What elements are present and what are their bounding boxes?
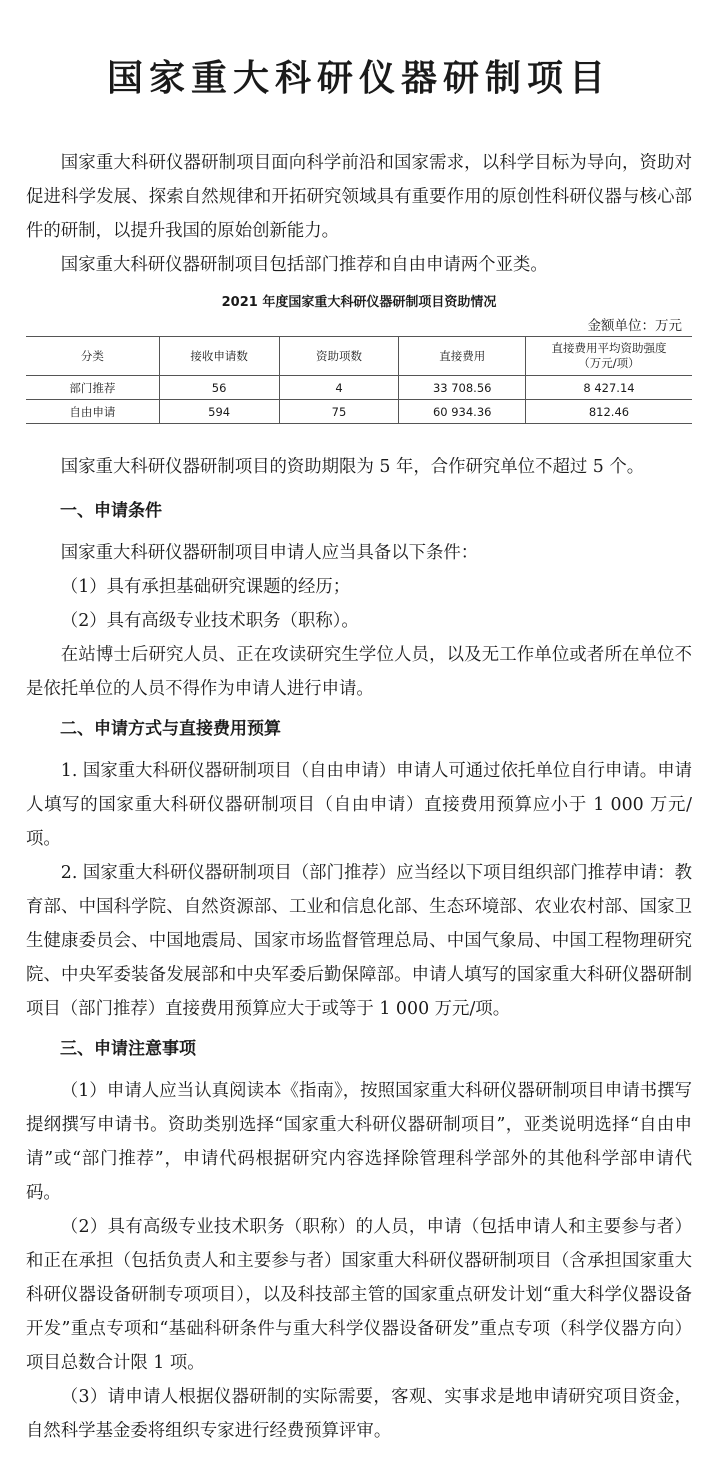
- table-header-cell: 直接费用平均资助强度 （万元/项）: [525, 337, 692, 376]
- section-paragraph: （1）具有承担基础研究课题的经历；: [60, 577, 351, 597]
- table-cell: 8 427.14: [525, 376, 692, 400]
- table-unit: 金额单位：万元: [587, 318, 682, 334]
- table-cell: 4: [279, 376, 399, 400]
- table-cell: 812.46: [525, 400, 692, 424]
- section-paragraph: 2. 国家重大科研仪器研制项目（部门推荐）应当经以下项目组织部门推荐申请：教育部、中国科学院、自然资源部、工业和信息化部、生态环境部、农业农村部、国家卫生健康委员会、中国地震局、国家市场监督管理总局、中国气象局、中国工程物理研究院、中央军委装备发展部和中央军委后勤保障部。申请人填写的国家重大科研仪器研制项目（部门推荐）直接费用预算应大于或等于 1 000 万元/项。: [26, 863, 692, 1019]
- section-paragraph: （1）申请人应当认真阅读本《指南》，按照国家重大科研仪器研制项目申请书撰写提纲撰写申请书。资助类别选择“国家重大科研仪器研制项目”，亚类说明选择“自由申请”或“部门推荐”，申请代码根据研究内容选择除管理科学部外的其他科学部申请代码。: [26, 1081, 692, 1203]
- table-header-cell: 接收申请数: [159, 337, 279, 376]
- table-header-cell: 分类: [26, 337, 159, 376]
- table-cell: 部门推荐: [26, 376, 159, 400]
- table-cell: 594: [159, 400, 279, 424]
- table-header-row: [26, 337, 692, 376]
- table-header-cell: 资助项数: [279, 337, 399, 376]
- section-paragraph: 在站博士后研究人员、正在攻读研究生学位人员，以及无工作单位或者所在单位不是依托单位的人员不得作为申请人进行申请。: [26, 645, 692, 699]
- section-heading-method: 二、申请方式与直接费用预算: [60, 719, 281, 739]
- table-cell: 自由申请: [26, 400, 159, 424]
- intro-paragraph: 国家重大科研仪器研制项目面向科学前沿和国家需求，以科学目标为导向，资助对促进科学发展、探索自然规律和开拓研究领域具有重要作用的原创性科研仪器与核心部件的研制，以提升我国的原始创新能力。: [26, 153, 692, 241]
- table-cell: 60 934.36: [399, 400, 526, 424]
- page-title: 国家重大科研仪器研制项目: [106, 57, 611, 99]
- section-heading-notes: 三、申请注意事项: [60, 1039, 196, 1059]
- funding-table: [26, 336, 692, 424]
- table-cell: 75: [279, 400, 399, 424]
- table-header-cell: 直接费用: [399, 337, 526, 376]
- section-paragraph: 国家重大科研仪器研制项目申请人应当具备以下条件：: [60, 543, 479, 563]
- period-paragraph: 国家重大科研仪器研制项目的资助期限为 5 年，合作研究单位不超过 5 个。: [60, 457, 645, 477]
- section-heading-conditions: 一、申请条件: [60, 501, 162, 521]
- section-paragraph: （3）请申请人根据仪器研制的实际需要，客观、实事求是地申请研究项目资金，自然科学基金委将组织专家进行经费预算评审。: [26, 1387, 692, 1441]
- section-paragraph: （2）具有高级专业技术职务（职称）。: [60, 611, 359, 631]
- intro-section: [26, 146, 692, 282]
- table-row: [26, 400, 692, 424]
- intro-paragraph: 国家重大科研仪器研制项目包括部门推荐和自由申请两个亚类。: [60, 255, 548, 275]
- section-paragraph: 1. 国家重大科研仪器研制项目（自由申请）申请人可通过依托单位自行申请。申请人填写的国家重大科研仪器研制项目（自由申请）直接费用预算应小于 1 000 万元/项。: [26, 761, 692, 849]
- table-cell: 56: [159, 376, 279, 400]
- table-title: 2021 年度国家重大科研仪器研制项目资助情况: [221, 295, 497, 310]
- section-paragraph: （2）具有高级专业技术职务（职称）的人员，申请（包括申请人和主要参与者）和正在承担（包括负责人和主要参与者）国家重大科研仪器研制项目（含承担国家重大科研仪器设备研制专项项目），以及科技部主管的国家重点研发计划“重大科学仪器设备开发”重点专项和“基础科研条件与重大科学仪器设备研发”重点专项（科学仪器方向）项目总数合计限 1 项。: [26, 1217, 692, 1373]
- table-row: [26, 376, 692, 400]
- table-cell: 33 708.56: [399, 376, 526, 400]
